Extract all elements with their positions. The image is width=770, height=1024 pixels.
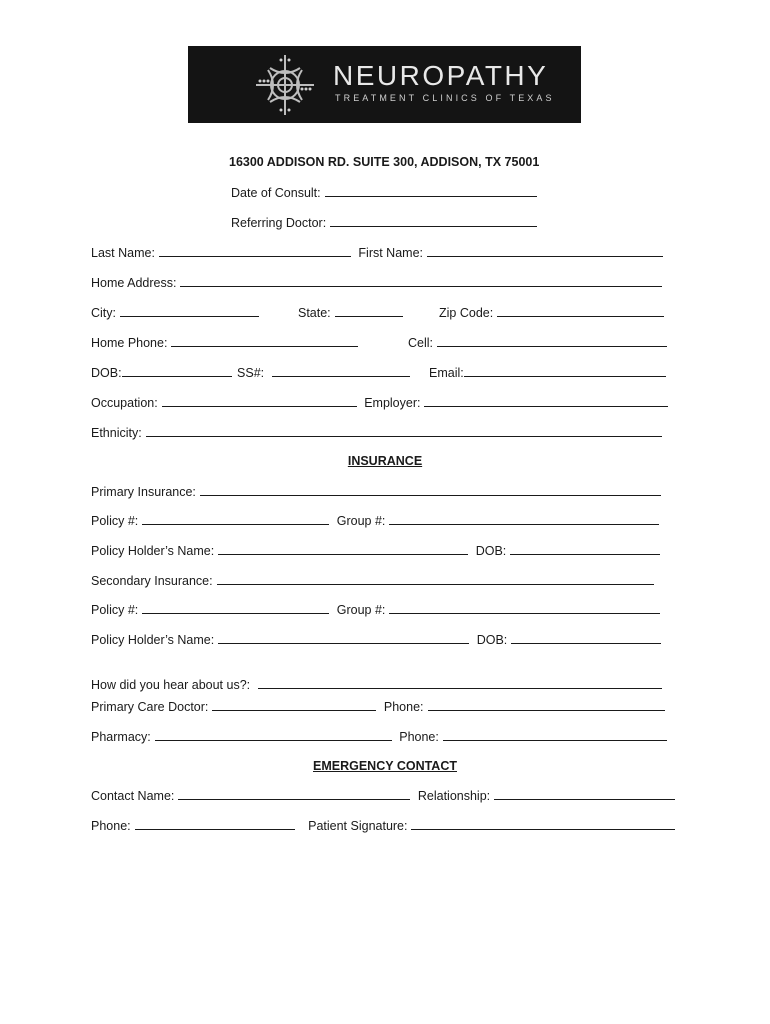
- hear-about-field[interactable]: [258, 677, 662, 689]
- occupation-row: [91, 395, 668, 410]
- dob-label-1: DOB:: [475, 544, 507, 558]
- policy-field-1[interactable]: [142, 513, 329, 525]
- dob-label-2: DOB:: [476, 633, 508, 647]
- pharmacy-row: [91, 729, 667, 744]
- primary-care-label: Primary Care Doctor:: [91, 700, 209, 714]
- policy-holder-label-2: Policy Holder’s Name:: [91, 633, 215, 647]
- contact-name-label: Contact Name:: [91, 789, 175, 803]
- clinic-logo: [188, 46, 581, 123]
- referring-doctor-label: Referring Doctor:: [231, 216, 327, 230]
- secondary-insurance-label: Secondary Insurance:: [91, 574, 213, 588]
- celtic-knot-icon: [250, 52, 320, 118]
- contact-name-row: [91, 788, 675, 803]
- secondary-insurance-field[interactable]: [217, 573, 654, 585]
- group-field-1[interactable]: [389, 513, 659, 525]
- relationship-label: Relationship:: [417, 789, 491, 803]
- referring-doctor-row: [231, 215, 537, 230]
- logo-tagline: TREATMENT CLINICS OF TEXAS: [335, 93, 555, 103]
- employer-label: Employer:: [364, 396, 421, 410]
- home-address-field[interactable]: [180, 275, 662, 287]
- date-of-consult-row: [231, 185, 537, 200]
- policy-holder-label-1: Policy Holder’s Name:: [91, 544, 215, 558]
- relationship-field[interactable]: [494, 788, 675, 800]
- group-label-2: Group #:: [336, 603, 386, 617]
- dob-label: DOB:: [91, 366, 122, 380]
- primary-insurance-field[interactable]: [200, 484, 661, 496]
- policy-label-2: Policy #:: [91, 603, 139, 617]
- primary-care-phone-label: Phone:: [383, 700, 424, 714]
- cell-row: [408, 335, 667, 350]
- dob-field-1[interactable]: [510, 543, 660, 555]
- primary-insurance-label: Primary Insurance:: [91, 485, 196, 499]
- city-label: City:: [91, 306, 116, 320]
- policy-field-2[interactable]: [142, 602, 329, 614]
- home-phone-field[interactable]: [171, 335, 358, 347]
- dob-field-2[interactable]: [511, 632, 661, 644]
- pharmacy-field[interactable]: [155, 729, 392, 741]
- hear-about-label: How did you hear about us?:: [91, 678, 251, 692]
- email-field[interactable]: [464, 365, 666, 377]
- policy-label-1: Policy #:: [91, 514, 139, 528]
- ss-label: SS#:: [237, 366, 265, 380]
- ss-field[interactable]: [272, 365, 410, 377]
- patient-signature-label: Patient Signature:: [308, 819, 408, 833]
- last-name-field[interactable]: [159, 245, 351, 257]
- email-row: [429, 365, 666, 380]
- policy-holder-field-1[interactable]: [218, 543, 468, 555]
- city-field[interactable]: [120, 305, 259, 317]
- emergency-phone-field[interactable]: [135, 818, 295, 830]
- occupation-field[interactable]: [162, 395, 357, 407]
- state-field[interactable]: [335, 305, 403, 317]
- pharmacy-phone-label: Phone:: [399, 730, 439, 744]
- home-address-label: Home Address:: [91, 276, 177, 290]
- group-field-2[interactable]: [389, 602, 660, 614]
- ethnicity-field[interactable]: [146, 425, 662, 437]
- occupation-label: Occupation:: [91, 396, 158, 410]
- secondary-insurance-row: [91, 573, 654, 588]
- cell-field[interactable]: [437, 335, 667, 347]
- referring-doctor-field[interactable]: [330, 215, 537, 227]
- clinic-address: 16300 ADDISON RD. SUITE 300, ADDISON, TX 75001: [229, 155, 540, 169]
- emergency-contact-heading: EMERGENCY CONTACT: [313, 759, 457, 773]
- insurance-heading: INSURANCE: [347, 454, 423, 468]
- cell-label: Cell:: [408, 336, 434, 350]
- logo-brand: NEUROPATHY: [333, 60, 549, 91]
- last-name-label: Last Name:: [91, 246, 155, 260]
- first-name-field[interactable]: [427, 245, 663, 257]
- ethnicity-label: Ethnicity:: [91, 426, 142, 440]
- pharmacy-label: Pharmacy:: [91, 730, 151, 744]
- group-label-1: Group #:: [336, 514, 386, 528]
- state-label: State:: [298, 306, 331, 320]
- primary-insurance-row: [91, 484, 661, 499]
- pharmacy-phone-field[interactable]: [443, 729, 667, 741]
- hear-about-row: [91, 677, 662, 692]
- home-phone-label: Home Phone:: [91, 336, 168, 350]
- date-of-consult-field[interactable]: [325, 185, 537, 197]
- policy-row-1: [91, 513, 659, 528]
- contact-name-field[interactable]: [178, 788, 410, 800]
- primary-care-phone-field[interactable]: [428, 699, 665, 711]
- zip-code-field[interactable]: [497, 305, 664, 317]
- patient-signature-field[interactable]: [411, 818, 675, 830]
- home-phone-row: [91, 335, 358, 350]
- zip-code-label: Zip Code:: [439, 306, 494, 320]
- emergency-phone-row: [91, 818, 675, 833]
- first-name-label: First Name:: [358, 246, 423, 260]
- state-row: [298, 305, 403, 320]
- dob-field[interactable]: [122, 365, 232, 377]
- primary-care-field[interactable]: [212, 699, 376, 711]
- ethnicity-row: [91, 425, 662, 440]
- zip-row: [439, 305, 664, 320]
- dob-row: [91, 365, 410, 380]
- policy-holder-row-2: [91, 632, 661, 647]
- emergency-phone-label: Phone:: [91, 819, 131, 833]
- date-of-consult-label: Date of Consult:: [231, 186, 321, 200]
- primary-care-row: [91, 699, 665, 714]
- home-address-row: [91, 275, 662, 290]
- policy-holder-row-1: [91, 543, 660, 558]
- employer-field[interactable]: [424, 395, 668, 407]
- policy-row-2: [91, 602, 660, 617]
- city-row: [91, 305, 259, 320]
- email-label: Email:: [429, 366, 464, 380]
- name-row: [91, 245, 663, 260]
- policy-holder-field-2[interactable]: [218, 632, 469, 644]
